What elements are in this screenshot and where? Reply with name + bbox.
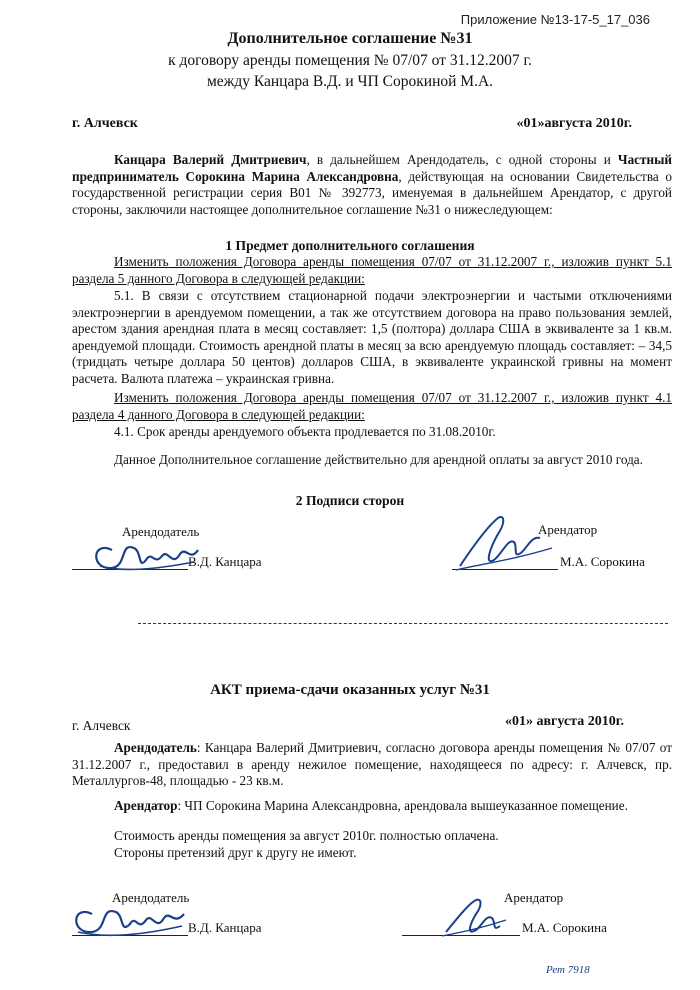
clause-5-1-text: 5.1. В связи с отсутствием стационарной подачи электроэнергии и частыми отключениями электроэнергии в арендуемом помещении, а так же отсутствием договора на право пользования землей, арестом здания арендная плата в месяц составляет: 1,5 (полтора) доллара США в эквиваленте за 1 кв.м. арендуемой площади. Стоимость арендной платы в месяц за всю арендуемую площадь составляет: – 34,5 (тридцать четыре доллара 50 центов) долларов США, в эквиваленте украинской гривны на момент расчета. Валюта платежа – украинская гривна. xyxy=(72,288,672,386)
clause-4-1-change-instruction: Изменить положения Договора аренды помещения 07/07 от 31.12.2007 г., изложив пункт 4.1 раздела 4 данного Договора в следующей редакции: xyxy=(72,390,672,422)
intro-text-2: , действующая на основании Свидетельства о государственной регистрации серия В01 № 392773, именуемая в дальнейшем Арендатор, с другой стороны, заключили настоящее дополнительное соглашение №31 о нижеследующем: xyxy=(72,168,673,217)
act-landlord-signature-image xyxy=(64,888,188,944)
act-tenant-name: М.А. Сорокина xyxy=(522,920,607,935)
act-no-claims-statement: Стороны претензий друг к другу не имеют. xyxy=(114,845,357,860)
landlord-full-name: Канцара Валерий Дмитриевич xyxy=(114,152,307,167)
tenant-name: М.А. Сорокина xyxy=(560,554,645,569)
section-1-heading: 1 Предмет дополнительного соглашения xyxy=(225,238,475,253)
act-landlord-text: : Канцара Валерий Дмитриевич, согласно договора аренды помещения № 07/07 от 31.12.2007 г., предоставил в аренду нежилое помещение, находящееся по адресу: г. Алчевск, пр. Металлургов-48, площадью - 23 кв.м. xyxy=(72,740,672,789)
agreement-city: г. Алчевск xyxy=(72,116,138,131)
agreement-date: «01»августа 2010г. xyxy=(516,116,632,131)
act-landlord-word: Арендодатель xyxy=(114,740,197,755)
tenant-signature-image xyxy=(452,508,562,578)
landlord-name: В.Д. Канцара xyxy=(188,554,262,569)
tenant-label: Арендатор xyxy=(538,522,598,537)
agreement-subtitle-contract: к договору аренды помещения № 07/07 от 31.12.2007 г. xyxy=(168,52,532,69)
act-tenant-word: Арендатор xyxy=(114,798,178,813)
act-title: АКТ приема-сдачи оказанных услуг №31 xyxy=(210,682,490,698)
act-tenant-signature-image xyxy=(440,892,510,942)
clause-5-1-change-instruction: Изменить положения Договора аренды помещения 07/07 от 31.12.2007 г., изложив пункт 5.1 раздела 5 данного Договора в следующей редакции: xyxy=(72,254,672,286)
attachment-reference: Приложение №13-17-5_17_036 xyxy=(460,12,650,27)
intro-text-1: , в дальнейшем Арендодатель, с одной стороны и xyxy=(306,152,618,167)
act-landlord-name: В.Д. Канцара xyxy=(188,920,262,935)
section-divider xyxy=(138,623,668,624)
act-city: г. Алчевск xyxy=(72,718,131,733)
act-tenant-label: Арендатор xyxy=(504,890,564,905)
registration-stamp: Рет 7918 xyxy=(546,964,590,976)
act-landlord-label: Арендодатель xyxy=(112,890,190,905)
clause-4-1-text: 4.1. Срок аренды арендуемого объекта продлевается по 31.08.2010г. xyxy=(114,424,496,439)
act-date: «01» августа 2010г. xyxy=(504,714,624,729)
tenant-full-name: Частный предприниматель Сорокина Марина Александровна xyxy=(72,152,672,184)
act-landlord-paragraph xyxy=(72,740,672,790)
act-tenant-text: : ЧП Сорокина Марина Александровна, арендовала вышеуказанное помещение. xyxy=(177,798,628,813)
agreement-title: Дополнительное соглашение №31 xyxy=(227,30,473,47)
validity-statement: Данное Дополнительное соглашение действительно для арендной оплаты за август 2010 года. xyxy=(114,452,643,467)
agreement-intro xyxy=(72,152,672,218)
landlord-label: Арендодатель xyxy=(122,524,200,539)
agreement-subtitle-parties: между Канцара В.Д. и ЧП Сорокиной М.А. xyxy=(206,73,494,90)
act-paid-statement: Стоимость аренды помещения за август 2010г. полностью оплачена. xyxy=(114,828,499,843)
act-tenant-paragraph xyxy=(72,798,672,815)
section-2-heading: 2 Подписи сторон xyxy=(295,493,405,508)
landlord-signature-image xyxy=(82,520,202,580)
